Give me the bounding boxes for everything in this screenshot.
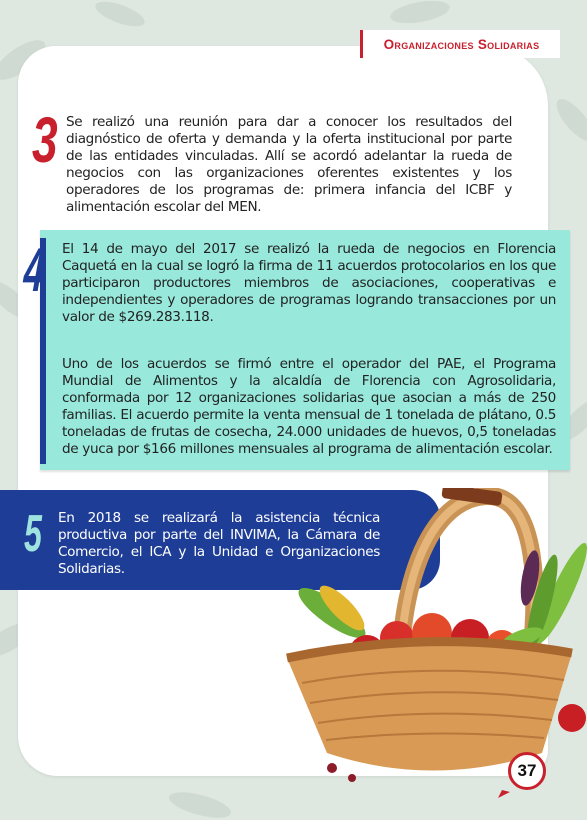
step-number-3: 3 [32, 104, 58, 176]
section-5-text: En 2018 se realizará la asistencia técnica productiva por parte del INVIMA, la Cámara de Comercio, el ICA y la Unidad e Organizaciones Solidarias. [58, 510, 380, 577]
page-number: 37 [508, 752, 546, 790]
step-number-5: 5 [24, 505, 42, 563]
section-4-text-2: Uno de los acuerdos se firmó entre el operador del PAE, el Programa Mundial de Alimentos y la alcaldía de Florencia con Agrosolidaria, conformada por 12 organizaciones solidarias que asocian a más de 250 familias. El acuerdo permite la venta mensual de 1 tonelada de plátano, 0.5 toneladas de frutas de cosecha, 24.000 unidades de huevos, 0,5 toneladas de yuca por $166 millones mensuales al programa de alimentación escolar. [62, 356, 556, 457]
page-number-badge [494, 742, 556, 798]
section-4-text-1: El 14 de mayo del 2017 se realizó la rueda de negocios en Florencia Caquetá en la cual se logró la firma de 11 acuerdos protocolarios en los que participaron productores miembros de asociaciones, cooperativas e independientes y operadores de programas logrando transacciones por un valor de $269.283.118. [62, 241, 556, 325]
header-title: Organizaciones Solidarias [383, 36, 540, 52]
step-number-4: 4 [21, 236, 47, 305]
section-header-tag [360, 30, 560, 58]
section-3-text: Se realizó una reunión para dar a conocer los resultados del diagnóstico de oferta y demanda y la oferta institucional por parte de las entidades vinculadas. Allí se acordó adelantar la rueda de negocios con las organizaciones oferentes existentes y los operadores de los programas de: primera infancia del ICBF y alimentación escolar del MEN. [66, 114, 512, 215]
